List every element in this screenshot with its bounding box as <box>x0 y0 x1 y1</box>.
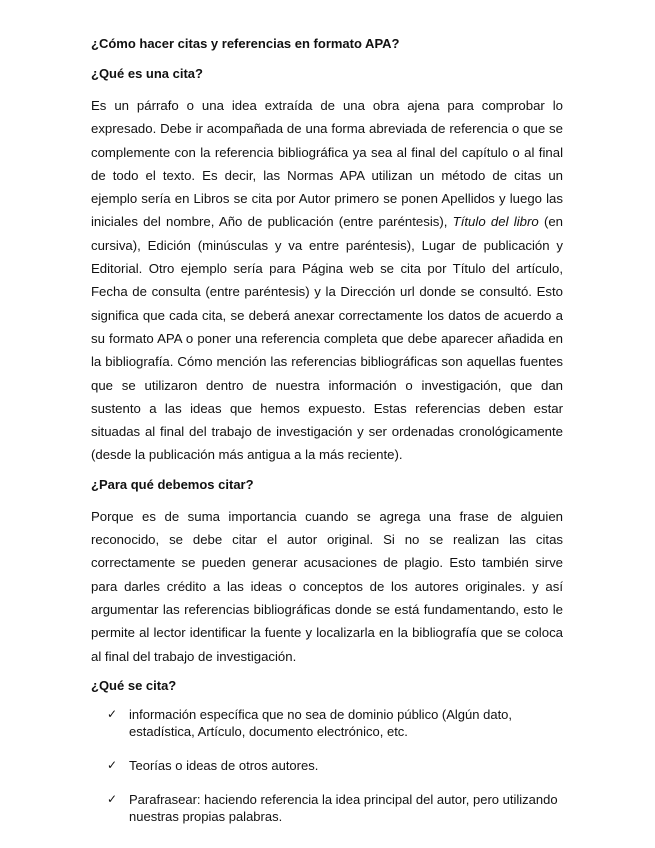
list-item <box>107 791 563 825</box>
list-item-text: Parafrasear: haciendo referencia la idea principal del autor, pero utilizando nuestras propias palabras. <box>129 791 558 824</box>
paragraph-que-es-una-cita <box>91 94 563 467</box>
list-item-text: Teorías o ideas de otros autores. <box>129 757 319 773</box>
italic-book-title: Título del libro <box>452 214 539 230</box>
list-item-text: información específica que no sea de dominio público (Algún dato, estadística, Artículo, documento electrónico, etc. <box>129 706 513 739</box>
document-title: ¿Cómo hacer citas y referencias en formato APA? <box>91 36 400 51</box>
section-heading-para-que-citar: ¿Para qué debemos citar? <box>91 476 254 492</box>
paragraph-text-continued: (en cursiva), Edición (minúsculas y va entre paréntesis), Lugar de publicación y Editorial. Otro ejemplo sería para Página web se cita por Título del artículo, Fecha de consulta (entre paréntesis) y la Dirección url donde se consultó. Esto significa que cada cita, se deberá anexar correctamente los datos de acuerdo a su formato APA o poner una referencia completa que debe aparecer añadida en la bibliografía. Cómo mención las referencias bibliográficas son aquellas fuentes que se utilizaron dentro de nuestra información o investigación, que dan sustento a las ideas que hemos expuesto. Estas referencias deben estar situadas al final del trabajo de investigación y ser ordenadas cronológicamente (desde la publicación más antigua a la más reciente). <box>91 214 564 463</box>
checkmark-icon: ✓ <box>107 757 118 772</box>
checkmark-icon: ✓ <box>107 706 118 721</box>
list-item <box>107 757 563 774</box>
paragraph-text: Es un párrafo o una idea extraída de una obra ajena para comprobar lo expresado. Debe ir acompañada de una forma abreviada de referencia o que se complemente con la referencia bibliográfica ya sea al final del capítulo o al final de todo el texto. Es decir, las Normas APA utilizan un método de citas un ejemplo sería en Libros se cita por Autor primero se ponen Apellidos y luego las iniciales del nombre, Año de publicación (entre paréntesis), <box>91 98 563 230</box>
list-item <box>107 706 563 740</box>
document-page <box>91 36 563 842</box>
section-heading-que-es-una-cita: ¿Qué es una cita? <box>91 66 203 81</box>
section-heading-que-se-cita: ¿Qué se cita? <box>91 677 177 693</box>
checkmark-icon: ✓ <box>107 791 118 806</box>
paragraph-para-que-citar: Porque es de suma importancia cuando se agrega una frase de alguien reconocido, se debe citar el autor original. Si no se realizan las citas correctamente se pueden generar acusaciones de plagio. Esto también sirve para darles crédito a las ideas o conceptos de los autores originales. y así argumentar las referencias bibliográficas donde se está fundamentando, esto le permite al lector identificar la fuente y localizarla en la bibliografía que se coloca al final del trabajo de investigación. <box>91 508 563 664</box>
bullet-list <box>107 706 563 825</box>
